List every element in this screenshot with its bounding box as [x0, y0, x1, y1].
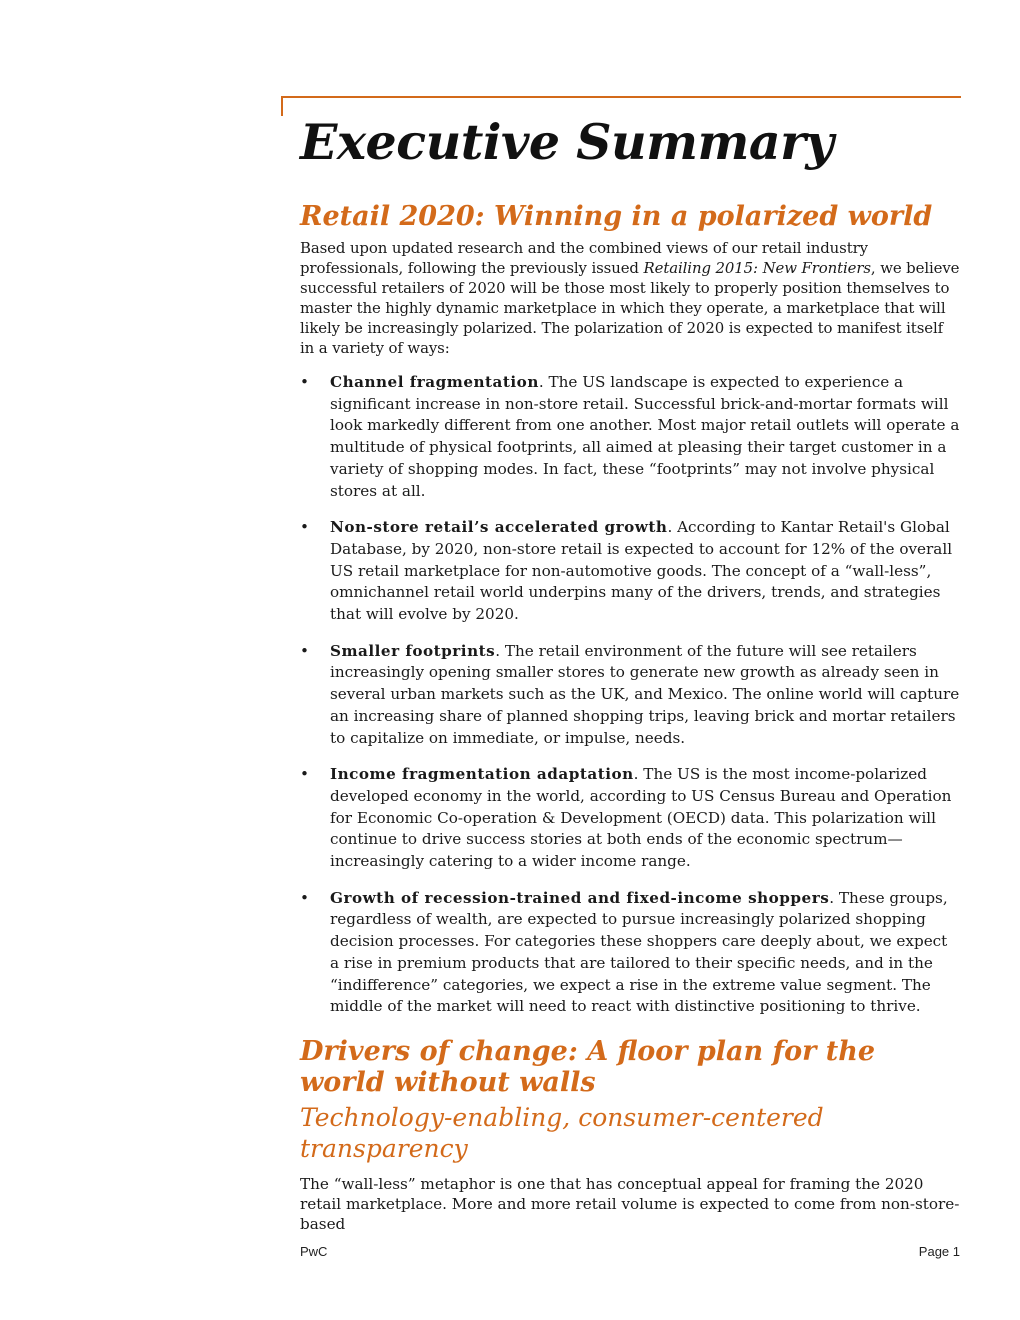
list-item-lead: Growth of recession-trained and fixed-income shoppers: [330, 888, 830, 907]
footer-page-number: Page 1: [918, 1244, 960, 1259]
bullet-icon: •: [300, 888, 309, 907]
list-item: [300, 764, 960, 873]
list-item-text: . The US landscape is expected to experience a significant increase in non-store retail. Successful brick-and-mortar formats will look markedly different from one another. Most major retail outlets will operate a multitude of physical footprints, all aimed at pleasing their target customer in a variety of shopping modes. In fact, these “footprints” may not involve physical stores at all.: [330, 373, 960, 500]
polarization-list: [300, 372, 960, 1018]
intro-text-end: , we believe successful retailers of 2020 will be those most likely to properly position themselves to master the highly dynamic marketplace in which they operate, a marketplace that will likely be increasingly polarized. The polarization of 2020 is expected to manifest itself in a variety of ways:: [300, 259, 960, 357]
list-item: [300, 517, 960, 626]
bullet-icon: •: [300, 641, 309, 660]
list-item: [300, 372, 960, 502]
section-body-paragraph: The “wall-less” metaphor is one that has conceptual appeal for framing the 2020 retail marketplace. More and more retail volume is expected to come from non-store-based: [300, 1174, 960, 1233]
header-rule: [281, 96, 961, 98]
bullet-icon: •: [300, 518, 309, 537]
list-item-text: . The retail environment of the future will see retailers increasingly opening smaller stores to generate new growth as already seen in several urban markets such as the UK, and Mexico. The online world will capture an increasing share of planned shopping trips, leaving brick and mortar retailers to capitalize on immediate, or impulse, needs.: [330, 641, 960, 747]
section-heading-retail-2020: Retail 2020: Winning in a polarized world: [300, 201, 933, 232]
list-item-lead: Channel fragmentation: [330, 373, 539, 391]
bullet-icon: •: [300, 765, 309, 784]
section-heading-drivers-of-change: Drivers of change: A floor plan for the world without walls: [300, 1035, 876, 1098]
bullet-icon: •: [300, 373, 309, 391]
report-title-reference: Retailing 2015: New Frontiers: [643, 259, 871, 277]
intro-text-start: Based upon updated research and the combined views of our retail industry professionals, following the previously issued: [300, 239, 868, 277]
page-title: Executive Summary: [300, 113, 834, 171]
section-intro-paragraph: [300, 238, 960, 358]
page-content: [300, 112, 960, 1234]
subsection-heading-transparency: Technology-enabling, consumer-centered transparency: [300, 1102, 824, 1163]
list-item-lead: Non-store retail’s accelerated growth: [330, 518, 668, 537]
list-item-text: . According to Kantar Retail's Global Database, by 2020, non-store retail is expected to account for 12% of the overall US retail marketplace for non-automotive goods. The concept of a “wall-less”, omnichannel retail world underpins many of the drivers, trends, and strategies that will evolve by 2020.: [330, 518, 953, 624]
list-item-lead: Smaller footprints: [330, 641, 496, 660]
list-item: [300, 888, 960, 1018]
list-item-text: . The US is the most income-polarized developed economy in the world, according to US Census Bureau and Operation for Economic Co-operation & Development (OECD) data. This polarization will continue to drive success stories at both ends of the economic spectrum—increasingly catering to a wider income range.: [330, 765, 952, 871]
list-item-lead: Income fragmentation adaptation: [330, 765, 634, 784]
list-item-text: . These groups, regardless of wealth, are expected to pursue increasingly polarized shopping decision processes. For categories these shoppers care deeply about, we expect a rise in premium products that are tailored to their specific needs, and in the “indifference” categories, we expect a rise in the extreme value segment. The middle of the market will need to react with distinctive positioning to thrive.: [330, 888, 948, 1016]
list-item: [300, 641, 960, 750]
header-rule-corner: [281, 96, 283, 116]
footer-brand: PwC: [300, 1244, 328, 1259]
